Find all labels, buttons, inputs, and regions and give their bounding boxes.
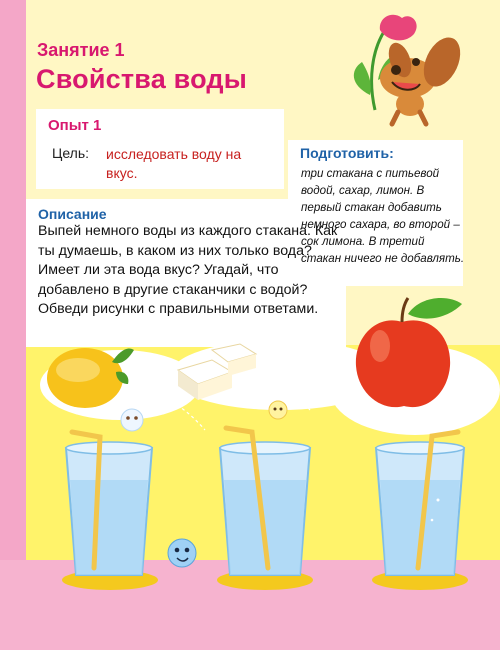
sugar-cubes-illustration [178, 344, 256, 400]
description-heading: Описание [38, 206, 107, 222]
water-drop-character [121, 409, 143, 431]
glass-of-water-illustration [372, 432, 468, 590]
prepare-text: три стакана с питьевой водой, сахар, лимон. В первый стакан добавить немного сахара, во второй – сок лимона. В третий стакан ничего не добавлять. [301, 167, 465, 265]
glass-of-water-illustration [217, 428, 313, 590]
apple-illustration [356, 298, 462, 407]
description-text: Выпей немного воды из каждого стакана. Как ты думаешь, в каком из них только вода? Имеет ли эта вода вкус? Угадай, что добавлено в другие стаканчики с водой? Обведи рисунки с правильными ответами. [38, 223, 338, 317]
experiment-label: Опыт 1 [48, 117, 102, 134]
lesson-label: Занятие 1 [37, 40, 125, 60]
lemon-illustration [47, 348, 134, 408]
water-drop-character [168, 539, 196, 567]
prepare-heading: Подготовить: [300, 145, 394, 161]
goal-label: Цель: [52, 145, 90, 161]
dog-with-flower-illustration [354, 15, 468, 124]
water-drop-character [269, 401, 287, 419]
glass-of-water-illustration [62, 432, 158, 590]
page-title: Свойства воды [36, 64, 248, 94]
goal-text: исследовать воду на вкус. [106, 146, 242, 181]
